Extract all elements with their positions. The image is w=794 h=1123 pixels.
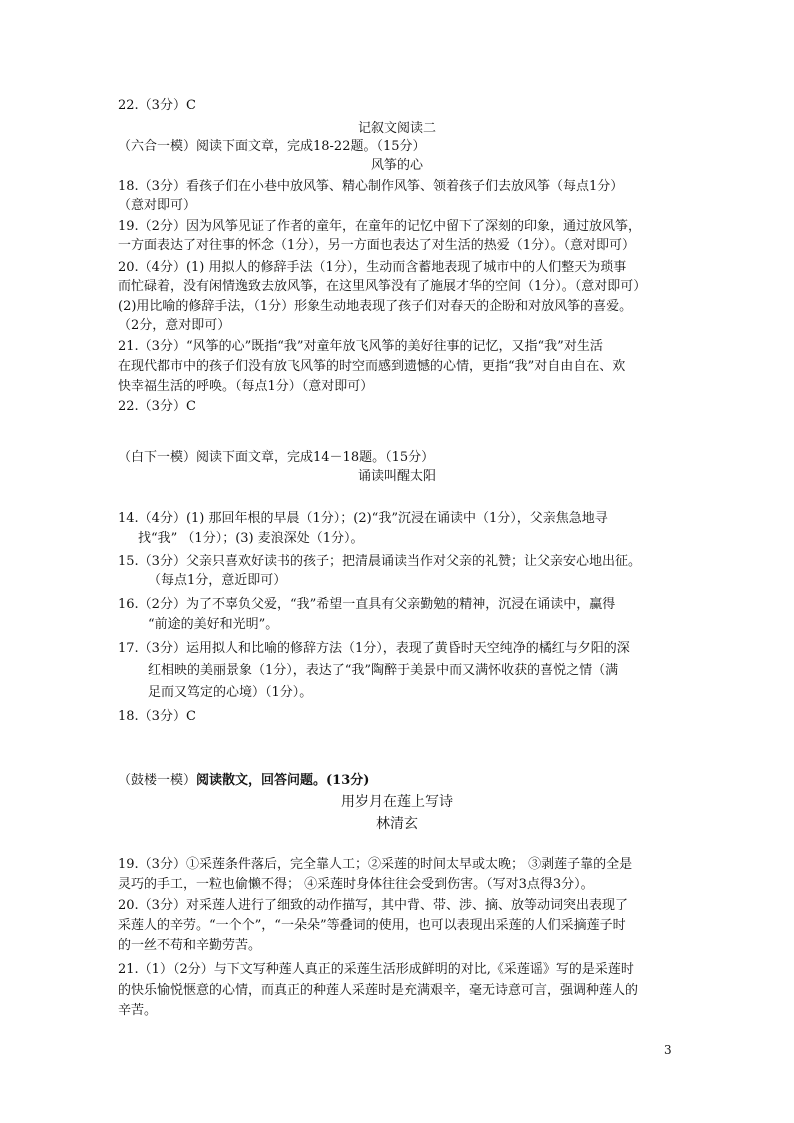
- answer-21-line3: 辛苦。: [118, 1003, 158, 1018]
- answer-16-line2: “前途的美好和光明”。: [148, 617, 279, 632]
- answer-20-line2: 采莲人的辛劳。“一个个”，“一朵朵”等叠词的使用，也可以表现出采莲的人们采摘莲子时: [118, 918, 626, 933]
- answer-18-line1: 18.（3分）看孩子们在小巷中放风筝、精心制作风筝、领着孩子们去放风筝（每点1分）: [118, 179, 624, 194]
- answer-14-line1: 14.（4分）(1) 那回年根的早晨（1分）；(2)“我”沉浸在诵读中（1分），父亲焦急地寻: [118, 511, 608, 526]
- answer-20-line2: 而忙碌着，没有闲情逸致去放风筝，在这里风筝没有了施展才华的空间（1分）。（意对即可）: [118, 279, 647, 294]
- answer-19-line1: 19.（2分）因为风筝见证了作者的童年，在童年的记忆中留下了深刻的印象，通过放风筝，: [118, 219, 641, 234]
- answer-21-line3: 快幸福生活的呼唤。（每点1分）（意对即可）: [118, 379, 374, 394]
- answer-14-line2: 找“我” （1分）；(3) 麦浪深处（1分）。: [138, 531, 364, 546]
- answer-20-line4: （2分，意对即可）: [118, 318, 231, 333]
- answer-15-line1: 15.（3分）父亲只喜欢好读书的孩子；把清晨诵读当作对父亲的礼赞；让父亲安心地出征。: [118, 554, 641, 569]
- answer-20-line3: 的一丝不苟和辛勤劳苦。: [118, 938, 262, 953]
- answer-19-line2: 灵巧的手工，一粒也偷懒不得； ④采莲时身体往往会受到伤害。（写对3点得3分）。: [118, 877, 594, 892]
- answer-21-line2: 的快乐愉悦惬意的心情，而真正的种莲人采莲时是充满艰辛，毫无诗意可言，强调种莲人的: [118, 983, 639, 998]
- answer-22: 22.（3分）C: [118, 399, 196, 414]
- section-intro: （六合一模）阅读下面文章，完成18-22题。（15分）: [118, 139, 426, 154]
- answer-16-line1: 16.（2分）为了不辜负父爱，“我”希望一直具有父亲勤勉的精神，沉浸在诵读中，赢得: [118, 597, 616, 612]
- answer-19-line1: 19.（3分）①采莲条件落后，完全靠人工；②采莲的时间太早或太晚； ③剥莲子靠的全是: [118, 857, 633, 872]
- answer-17-line1: 17.（3分）运用拟人和比喻的修辞方法（1分），表现了黄昏时天空纯净的橘红与夕阳的深: [118, 641, 630, 656]
- article-title: 用岁月在莲上写诗: [341, 794, 453, 810]
- answer-21-line1: 21.（3分）“风筝的心”既指“我”对童年放飞风筝的美好往事的记忆，又指“我”对生活: [118, 339, 603, 354]
- answer-19-line2: 一方面表达了对往事的怀念（1分），另一方面也表达了对生活的热爱（1分）。（意对即可）: [118, 238, 636, 253]
- section-intro: [118, 772, 369, 790]
- article-title: 风筝的心: [370, 158, 423, 173]
- answer-18: 18.（3分）C: [118, 709, 196, 724]
- section-header: 记叙文阅读二: [357, 121, 436, 136]
- answer-20-line3: (2)用比喻的修辞手法，（1分）形象生动地表现了孩子们对春天的企盼和对放风筝的喜爱。: [118, 299, 633, 314]
- article-author: 林清玄: [376, 816, 418, 832]
- section-intro-instruction: 阅读散文，回答问题。(13分): [196, 773, 370, 788]
- section-intro: （白下一模）阅读下面文章，完成14－18题。（15分）: [118, 450, 435, 465]
- answer-20-line1: 20.（4分）(1) 用拟人的修辞手法（1分），生动而含蓄地表现了城市中的人们整天为琐事: [118, 260, 627, 275]
- page-number: 3: [664, 1043, 672, 1057]
- answer-17-line2: 红相映的美丽景象（1分），表达了“我”陶醉于美景中而又满怀收获的喜悦之情（满: [148, 663, 619, 678]
- section-intro-source: （鼓楼一模）: [118, 773, 197, 788]
- answer-21-line2: 在现代都市中的孩子们没有放飞风筝的时空而感到遗憾的心情，更指“我”对自由自在、欢: [118, 359, 626, 374]
- answer-18-line2: （意对即可）: [118, 198, 197, 213]
- answer-21-line1: 21.（1）（2分）与下文写种莲人真正的采莲生活形成鲜明的对比,《采莲谣》写的是采莲时: [118, 962, 634, 977]
- article-title: 诵读叫醒太阳: [357, 469, 436, 484]
- answer-20-line1: 20.（3分）对采莲人进行了细致的动作描写，其中背、带、涉、摘、放等动词突出表现了: [118, 898, 628, 913]
- answer-15-line2: （每点1分，意近即可）: [148, 573, 287, 588]
- answer-22-top: 22.（3分）C: [118, 98, 196, 113]
- answer-17-line3: 足而又笃定的心境）（1分）。: [148, 685, 313, 700]
